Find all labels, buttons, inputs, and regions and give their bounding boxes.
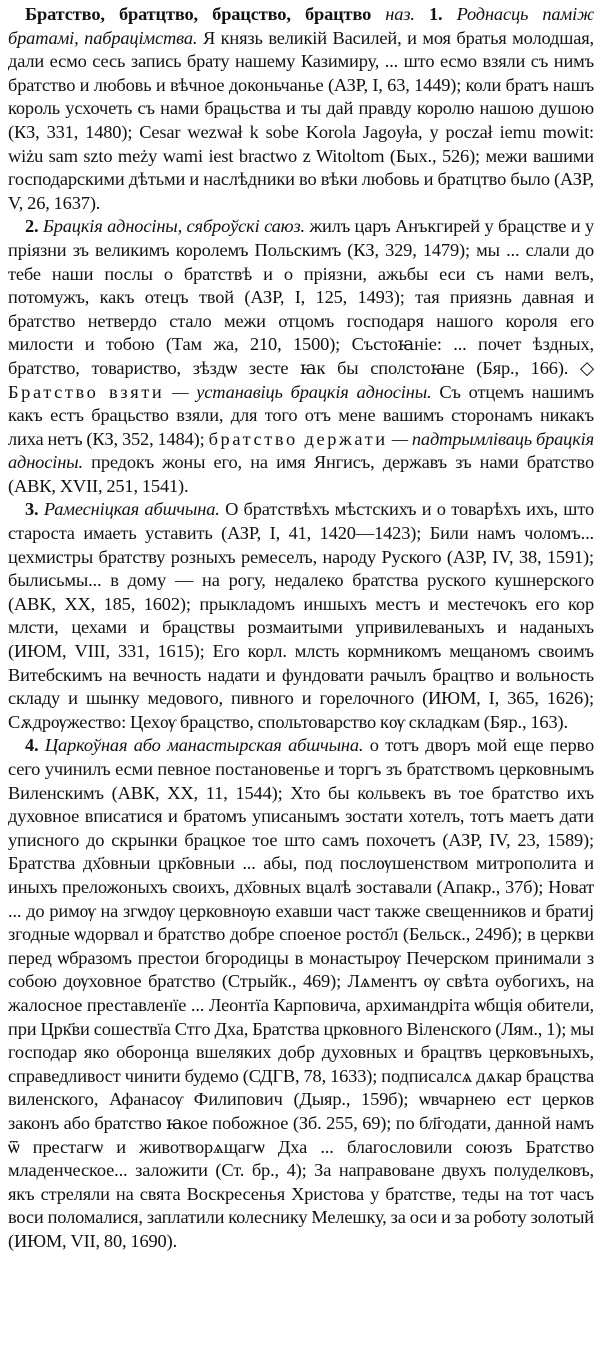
- sense-number: 3.: [25, 499, 39, 520]
- sense-citations: Съ отцемъ нашимъ какъ естъ брацьство взяли, для того отъ мене вашимъ сторонамъ никакъ лиха нетъ (КЗ, 352, 1484);: [8, 381, 594, 449]
- phrase-gloss: — устанавіць брацкія адносіны.: [172, 381, 432, 402]
- phrase: братство держати: [208, 428, 388, 449]
- sense-citations: жилъ царъ Анъкгирей у брацстве и у прiязни зъ великимъ королемъ Польскимъ (КЗ, 329, 1479); мы ... слали до тебе наши послы о братствѣ и о прiязни, ажьбы еси съ нами велъ, потомужъ, какъ отецъ твой (АЗР, I, 125, 1493); тая приязнь давная и братство нетвердо стало межи отцомъ господаря нашого короля его милости и тобою (Там жа, 210, 1500); Състоꙗніе: ... почет ѣздных, братство, товариство, зѣздѡ зесте ꙗк бы сполстоꙗне (Бяр., 166). ◇: [8, 216, 594, 378]
- sense-2: [8, 215, 594, 498]
- sense-citations: Я князь великій Василей, и моя братья молодшая, дали есмо сесь запись брату нашему Казимиру, ... што есмо взяли съ нимъ братство и любовь и вѣчное доконьчанье (АЗР, I, 63, 1449); коли братъ нашъ король усхочеть съ нами брацьства и ты дай правду королю нашою душою (КЗ, 331, 1480); Cesar wezwał k sobe Korola Jagoyła, y poczał iemu mowit: wiżu sam szto meży wami iest bractwo z Witoltom (Бых., 526); межи вашими господарскими дѣтьми и наслѣдники во вѣки любовь и братцтво было (АЗР, V, 26, 1637).: [8, 27, 595, 213]
- sense-gloss: Рамесніцкая абшчына.: [43, 499, 220, 520]
- sense-citations: о тотъ дворъ мой еще перво сего учинилъ есми певное постановенье и торгъ зъ братствомъ церковнымъ Виленскимъ (АВК, XX, 11, 1544); Хто бы кольвекъ въ тое братство ихъ духовное вписатися и братомъ уписанымъ зостати хотелъ, тотъ маетъ дати уписного до скрынки брацкое тое што самъ похочетъ (АЗР, IV, 23, 1589); Братства дх҃овныи црк҃овныи ... абы, под послѹшенством митрополита и иныхъ преложоныхъ своихъ, дх҃овных вцалѣ зоставали (Апакр., 37б); Новат ... до римѹ на згѡдѹ церковнѹю ехавши част также свещенников и братиј згодные ѡдорвал и братство добре споеное росто҃л (Бельск., 249б); в церкви перед ѡбразомъ престои бгородицы в монастырѹ Печерском принимали з собою дѹховное братство (Стрыйк., 469); Лѧментъ ѹ свѣта оубогихъ, на жалосное преставленїе ... Леонтїа Карповича, архимандріта ѡбщія обители, при Црк҃ви сошествїа Стго Дха, Братства црковного Віленского (Лям., 1); мы господар яко оборонца вшеляких добр духовных и брацтвъ церковъныхъ, справедливост чинити будемо (СДГВ, 78, 1633); подписалсѧ дѧкар брацства виленского, Афанасѹ Филипович (Дыяр., 159б); ѡвчарнею ест церков законъ або братство ꙗкое побожное (Зб. 255, 69); по бл҃годати, данной намъ ѿ престагѡ и животворѧщагѡ Дха ... благословили союзъ Братство младенческое... заложити (Ст. бр., 4); За направоване двухъ полуделковъ, якъ стреляли на свята Воскресенья Христова у братстве, теды на тот часъ воси поломалися, заплатили колеснику Мелешку, за оси и за роботу золотый (ИЮМ, VII, 80, 1690).: [8, 735, 595, 1251]
- sense-number: 1.: [428, 4, 443, 24]
- sense-citations: предокъ жоны его, на имя Янгисъ, державъ зъ нами братство (АВК, XVII, 251, 1541).: [8, 452, 595, 496]
- sense-citations: О братствѣхъ мѣстскихъ и о товарѣхъ ихъ, што староста имаеть уставить (АЗР, I, 41, 1420—1423); Били намъ чоломъ... цехмистры братству розныхъ ремеселъ, народу Руского (АЗР, IV, 38, 1591); былисьмы... в дому — на рогу, недалеко братства руского кушнерского (АВК, XX, 185, 1602); прыкладомъ иншыхъ местъ и местечокъ его кор млсти, цехами и брацствы розмаитыми упривилеваныхъ и наданыхъ (ИЮМ, VIII, 331, 1615); Его корл. млсть кормникомъ мещаномъ своимъ Витебскимъ на вечность надати и фундовати рачылъ брацтво и вольность складу и шынку медового, пивного и горелочного (ИЮМ, I, 365, 1626); Сѫдрѹжество: Цехѹ брацство, спольтоварство кѹ складкам (Бяр., 163).: [8, 499, 595, 732]
- headword: Братство, братцтво, брацство, брацтво: [25, 4, 372, 24]
- sense-gloss: Брацкія адносіны, сяброўскі саюз.: [43, 216, 305, 237]
- sense-gloss: Царкоўная або манастырская абшчына.: [44, 735, 364, 756]
- part-of-speech: наз.: [385, 4, 415, 24]
- phrase: Братство взяти: [8, 381, 165, 402]
- sense-1: [8, 3, 594, 215]
- sense-number: 2.: [25, 216, 39, 237]
- dictionary-entry: [8, 3, 594, 1253]
- phrase-gloss: — падтрымліваць брацкія адносіны.: [8, 428, 595, 473]
- sense-4: [8, 734, 594, 1253]
- sense-gloss: Роднасць паміж братамі, пабрацімства.: [8, 4, 594, 48]
- sense-3: [8, 498, 594, 734]
- sense-number: 4.: [25, 735, 39, 756]
